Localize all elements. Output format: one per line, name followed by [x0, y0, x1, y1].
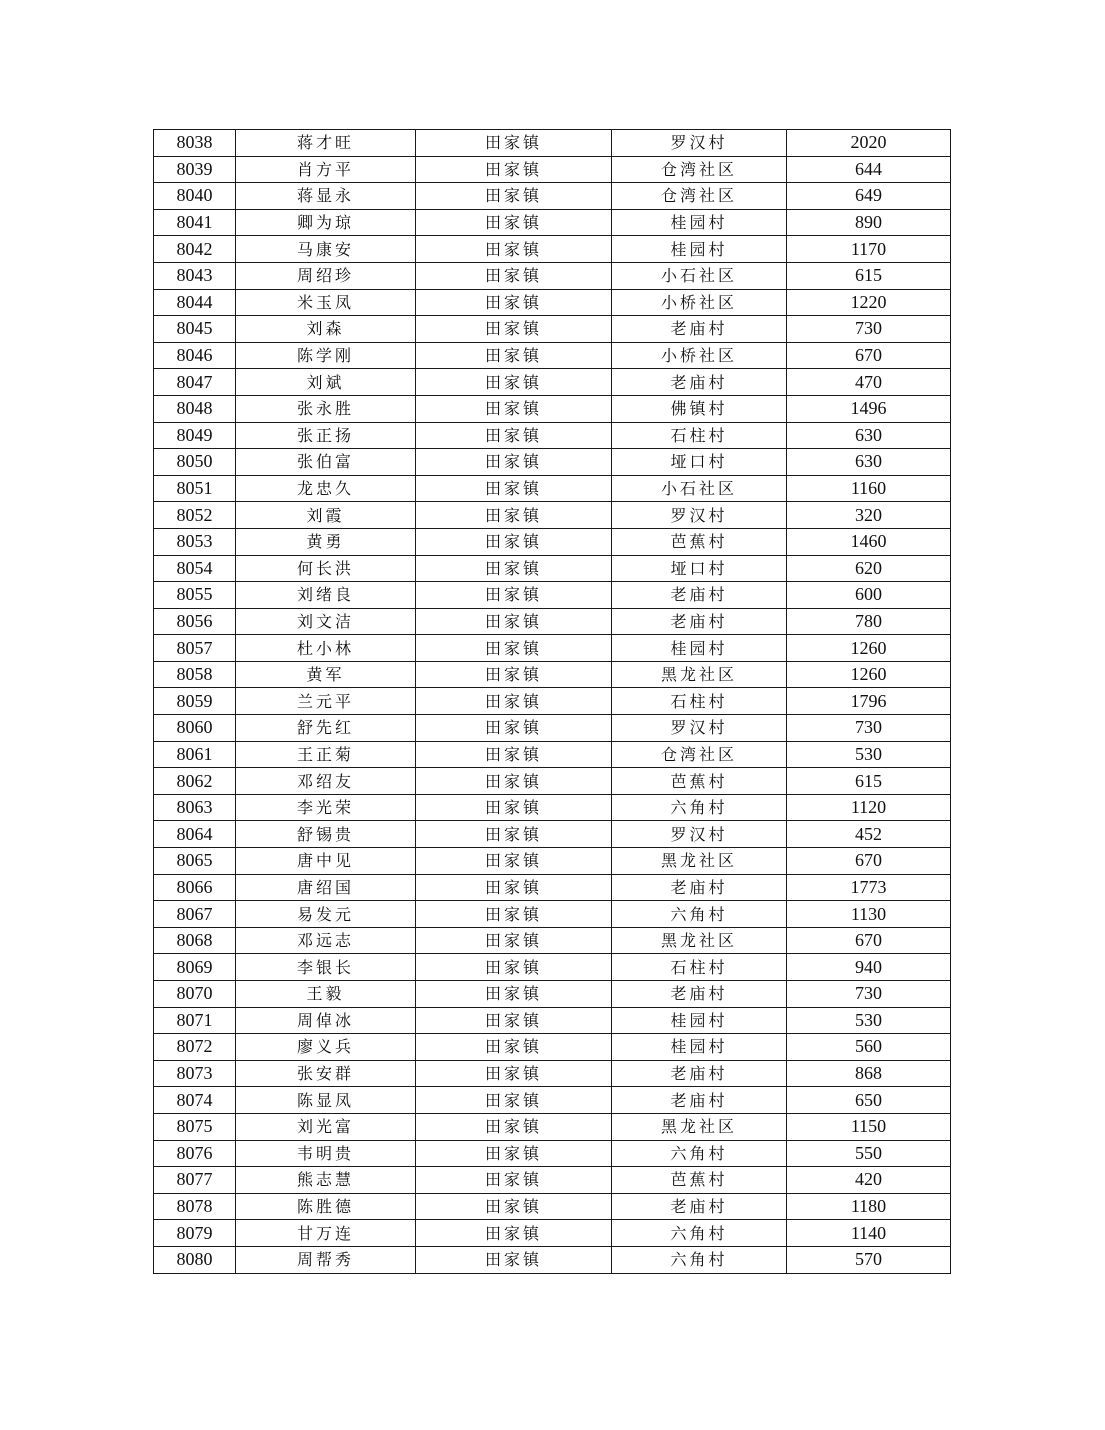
cell-village: 小石社区 — [612, 475, 787, 502]
table-row — [154, 449, 951, 476]
cell-amount: 615 — [787, 768, 951, 795]
cell-serial-number: 8044 — [154, 289, 236, 316]
cell-village: 仓湾社区 — [612, 741, 787, 768]
table-row — [154, 661, 951, 688]
cell-town: 田家镇 — [416, 369, 612, 396]
cell-amount: 630 — [787, 422, 951, 449]
cell-amount: 890 — [787, 209, 951, 236]
cell-town: 田家镇 — [416, 156, 612, 183]
cell-amount: 730 — [787, 316, 951, 343]
cell-town: 田家镇 — [416, 848, 612, 875]
cell-amount: 1220 — [787, 289, 951, 316]
cell-town: 田家镇 — [416, 741, 612, 768]
cell-town: 田家镇 — [416, 981, 612, 1008]
cell-town: 田家镇 — [416, 874, 612, 901]
cell-town: 田家镇 — [416, 901, 612, 928]
cell-person-name: 周绍珍 — [236, 262, 416, 289]
cell-town: 田家镇 — [416, 954, 612, 981]
cell-person-name: 甘万连 — [236, 1220, 416, 1247]
cell-serial-number: 8045 — [154, 316, 236, 343]
cell-town: 田家镇 — [416, 449, 612, 476]
cell-person-name: 卿为琼 — [236, 209, 416, 236]
cell-amount: 670 — [787, 848, 951, 875]
cell-serial-number: 8042 — [154, 236, 236, 263]
cell-town: 田家镇 — [416, 209, 612, 236]
roster-table-body — [154, 130, 951, 1274]
cell-amount: 730 — [787, 715, 951, 742]
table-row — [154, 342, 951, 369]
cell-serial-number: 8051 — [154, 475, 236, 502]
cell-serial-number: 8057 — [154, 635, 236, 662]
table-row — [154, 1220, 951, 1247]
cell-person-name: 邓远志 — [236, 927, 416, 954]
cell-person-name: 舒先红 — [236, 715, 416, 742]
cell-town: 田家镇 — [416, 608, 612, 635]
table-row — [154, 981, 951, 1008]
cell-village: 老庙村 — [612, 981, 787, 1008]
cell-amount: 1140 — [787, 1220, 951, 1247]
cell-serial-number: 8059 — [154, 688, 236, 715]
cell-town: 田家镇 — [416, 1246, 612, 1273]
cell-town: 田家镇 — [416, 502, 612, 529]
table-row — [154, 1060, 951, 1087]
cell-person-name: 唐中见 — [236, 848, 416, 875]
cell-amount: 1773 — [787, 874, 951, 901]
table-row — [154, 768, 951, 795]
roster-table — [153, 129, 951, 1274]
cell-person-name: 张永胜 — [236, 395, 416, 422]
cell-village: 罗汉村 — [612, 715, 787, 742]
cell-village: 石柱村 — [612, 688, 787, 715]
cell-village: 黑龙社区 — [612, 848, 787, 875]
cell-amount: 1180 — [787, 1193, 951, 1220]
cell-person-name: 何长洪 — [236, 555, 416, 582]
table-row — [154, 954, 951, 981]
cell-village: 老庙村 — [612, 316, 787, 343]
cell-serial-number: 8054 — [154, 555, 236, 582]
table-row — [154, 741, 951, 768]
table-row — [154, 555, 951, 582]
cell-person-name: 王毅 — [236, 981, 416, 1008]
cell-town: 田家镇 — [416, 1034, 612, 1061]
cell-person-name: 李银长 — [236, 954, 416, 981]
cell-serial-number: 8047 — [154, 369, 236, 396]
cell-amount: 670 — [787, 342, 951, 369]
cell-amount: 1170 — [787, 236, 951, 263]
cell-town: 田家镇 — [416, 715, 612, 742]
cell-serial-number: 8050 — [154, 449, 236, 476]
cell-village: 小桥社区 — [612, 342, 787, 369]
cell-town: 田家镇 — [416, 821, 612, 848]
cell-serial-number: 8078 — [154, 1193, 236, 1220]
cell-amount: 530 — [787, 1007, 951, 1034]
cell-serial-number: 8070 — [154, 981, 236, 1008]
cell-town: 田家镇 — [416, 422, 612, 449]
table-row — [154, 183, 951, 210]
cell-person-name: 刘绪良 — [236, 582, 416, 609]
cell-person-name: 陈胜德 — [236, 1193, 416, 1220]
table-row — [154, 262, 951, 289]
cell-amount: 1496 — [787, 395, 951, 422]
cell-village: 六角村 — [612, 1246, 787, 1273]
table-row — [154, 608, 951, 635]
cell-village: 六角村 — [612, 1140, 787, 1167]
cell-town: 田家镇 — [416, 342, 612, 369]
cell-village: 黑龙社区 — [612, 661, 787, 688]
cell-village: 罗汉村 — [612, 130, 787, 157]
cell-person-name: 刘霞 — [236, 502, 416, 529]
cell-serial-number: 8079 — [154, 1220, 236, 1247]
cell-person-name: 黄军 — [236, 661, 416, 688]
cell-serial-number: 8067 — [154, 901, 236, 928]
cell-village: 老庙村 — [612, 608, 787, 635]
table-row — [154, 316, 951, 343]
cell-amount: 1130 — [787, 901, 951, 928]
cell-person-name: 周倬冰 — [236, 1007, 416, 1034]
table-row — [154, 635, 951, 662]
cell-serial-number: 8060 — [154, 715, 236, 742]
cell-serial-number: 8058 — [154, 661, 236, 688]
table-row — [154, 821, 951, 848]
cell-serial-number: 8068 — [154, 927, 236, 954]
cell-serial-number: 8040 — [154, 183, 236, 210]
cell-amount: 1460 — [787, 528, 951, 555]
cell-person-name: 米玉凤 — [236, 289, 416, 316]
cell-person-name: 陈学刚 — [236, 342, 416, 369]
cell-person-name: 廖义兵 — [236, 1034, 416, 1061]
cell-village: 黑龙社区 — [612, 927, 787, 954]
cell-amount: 1796 — [787, 688, 951, 715]
cell-person-name: 舒锡贵 — [236, 821, 416, 848]
cell-town: 田家镇 — [416, 688, 612, 715]
table-row — [154, 236, 951, 263]
cell-village: 桂园村 — [612, 1007, 787, 1034]
cell-village: 芭蕉村 — [612, 528, 787, 555]
table-row — [154, 927, 951, 954]
cell-village: 小石社区 — [612, 262, 787, 289]
table-row — [154, 1167, 951, 1194]
cell-village: 桂园村 — [612, 1034, 787, 1061]
cell-town: 田家镇 — [416, 316, 612, 343]
cell-amount: 644 — [787, 156, 951, 183]
cell-amount: 560 — [787, 1034, 951, 1061]
table-row — [154, 1246, 951, 1273]
cell-town: 田家镇 — [416, 262, 612, 289]
cell-serial-number: 8075 — [154, 1113, 236, 1140]
table-row — [154, 1140, 951, 1167]
cell-person-name: 陈显凤 — [236, 1087, 416, 1114]
cell-person-name: 杜小林 — [236, 635, 416, 662]
cell-village: 垭口村 — [612, 449, 787, 476]
cell-village: 罗汉村 — [612, 502, 787, 529]
cell-town: 田家镇 — [416, 1167, 612, 1194]
cell-village: 桂园村 — [612, 209, 787, 236]
cell-amount: 620 — [787, 555, 951, 582]
table-row — [154, 369, 951, 396]
cell-town: 田家镇 — [416, 1007, 612, 1034]
cell-village: 仓湾社区 — [612, 183, 787, 210]
cell-person-name: 龙忠久 — [236, 475, 416, 502]
cell-serial-number: 8061 — [154, 741, 236, 768]
cell-town: 田家镇 — [416, 555, 612, 582]
cell-serial-number: 8043 — [154, 262, 236, 289]
cell-village: 垭口村 — [612, 555, 787, 582]
cell-serial-number: 8053 — [154, 528, 236, 555]
cell-serial-number: 8038 — [154, 130, 236, 157]
cell-amount: 570 — [787, 1246, 951, 1273]
table-row — [154, 395, 951, 422]
cell-serial-number: 8069 — [154, 954, 236, 981]
table-row — [154, 1193, 951, 1220]
cell-serial-number: 8076 — [154, 1140, 236, 1167]
cell-town: 田家镇 — [416, 927, 612, 954]
table-row — [154, 475, 951, 502]
cell-village: 老庙村 — [612, 582, 787, 609]
cell-serial-number: 8066 — [154, 874, 236, 901]
cell-person-name: 熊志慧 — [236, 1167, 416, 1194]
table-row — [154, 1007, 951, 1034]
table-row — [154, 1113, 951, 1140]
cell-amount: 550 — [787, 1140, 951, 1167]
cell-amount: 2020 — [787, 130, 951, 157]
cell-amount: 600 — [787, 582, 951, 609]
cell-town: 田家镇 — [416, 289, 612, 316]
cell-person-name: 韦明贵 — [236, 1140, 416, 1167]
cell-amount: 615 — [787, 262, 951, 289]
table-row — [154, 209, 951, 236]
cell-person-name: 唐绍国 — [236, 874, 416, 901]
cell-person-name: 周帮秀 — [236, 1246, 416, 1273]
cell-village: 老庙村 — [612, 369, 787, 396]
cell-person-name: 王正菊 — [236, 741, 416, 768]
cell-town: 田家镇 — [416, 528, 612, 555]
cell-serial-number: 8077 — [154, 1167, 236, 1194]
cell-amount: 1160 — [787, 475, 951, 502]
cell-amount: 452 — [787, 821, 951, 848]
cell-serial-number: 8046 — [154, 342, 236, 369]
cell-village: 石柱村 — [612, 954, 787, 981]
cell-town: 田家镇 — [416, 582, 612, 609]
cell-town: 田家镇 — [416, 475, 612, 502]
cell-person-name: 张正扬 — [236, 422, 416, 449]
table-row — [154, 1087, 951, 1114]
cell-amount: 320 — [787, 502, 951, 529]
cell-serial-number: 8063 — [154, 794, 236, 821]
cell-serial-number: 8080 — [154, 1246, 236, 1273]
table-row — [154, 422, 951, 449]
table-row — [154, 528, 951, 555]
cell-person-name: 易发元 — [236, 901, 416, 928]
cell-village: 老庙村 — [612, 1193, 787, 1220]
cell-village: 罗汉村 — [612, 821, 787, 848]
cell-town: 田家镇 — [416, 661, 612, 688]
document-table-wrapper — [153, 129, 951, 1274]
cell-town: 田家镇 — [416, 1140, 612, 1167]
cell-serial-number: 8073 — [154, 1060, 236, 1087]
cell-village: 佛镇村 — [612, 395, 787, 422]
cell-village: 黑龙社区 — [612, 1113, 787, 1140]
cell-person-name: 张伯富 — [236, 449, 416, 476]
cell-village: 芭蕉村 — [612, 768, 787, 795]
cell-village: 老庙村 — [612, 1060, 787, 1087]
cell-amount: 868 — [787, 1060, 951, 1087]
cell-amount: 1260 — [787, 635, 951, 662]
cell-town: 田家镇 — [416, 183, 612, 210]
cell-village: 石柱村 — [612, 422, 787, 449]
cell-person-name: 李光荣 — [236, 794, 416, 821]
cell-village: 小桥社区 — [612, 289, 787, 316]
cell-village: 芭蕉村 — [612, 1167, 787, 1194]
cell-town: 田家镇 — [416, 1193, 612, 1220]
cell-person-name: 刘文洁 — [236, 608, 416, 635]
cell-village: 老庙村 — [612, 1087, 787, 1114]
cell-serial-number: 8048 — [154, 395, 236, 422]
cell-person-name: 张安群 — [236, 1060, 416, 1087]
cell-town: 田家镇 — [416, 1087, 612, 1114]
table-row — [154, 582, 951, 609]
cell-village: 老庙村 — [612, 874, 787, 901]
cell-serial-number: 8049 — [154, 422, 236, 449]
cell-serial-number: 8065 — [154, 848, 236, 875]
cell-person-name: 刘森 — [236, 316, 416, 343]
table-row — [154, 1034, 951, 1061]
cell-amount: 630 — [787, 449, 951, 476]
cell-amount: 1260 — [787, 661, 951, 688]
table-row — [154, 901, 951, 928]
cell-serial-number: 8052 — [154, 502, 236, 529]
table-row — [154, 688, 951, 715]
cell-person-name: 刘光富 — [236, 1113, 416, 1140]
cell-serial-number: 8071 — [154, 1007, 236, 1034]
cell-town: 田家镇 — [416, 1220, 612, 1247]
table-row — [154, 715, 951, 742]
cell-town: 田家镇 — [416, 130, 612, 157]
cell-village: 桂园村 — [612, 635, 787, 662]
cell-town: 田家镇 — [416, 768, 612, 795]
cell-amount: 1150 — [787, 1113, 951, 1140]
cell-town: 田家镇 — [416, 794, 612, 821]
cell-village: 六角村 — [612, 1220, 787, 1247]
table-row — [154, 874, 951, 901]
cell-village: 六角村 — [612, 901, 787, 928]
cell-person-name: 兰元平 — [236, 688, 416, 715]
cell-amount: 470 — [787, 369, 951, 396]
cell-person-name: 蒋才旺 — [236, 130, 416, 157]
cell-amount: 730 — [787, 981, 951, 1008]
cell-amount: 940 — [787, 954, 951, 981]
cell-serial-number: 8072 — [154, 1034, 236, 1061]
cell-town: 田家镇 — [416, 236, 612, 263]
cell-amount: 649 — [787, 183, 951, 210]
cell-serial-number: 8055 — [154, 582, 236, 609]
cell-town: 田家镇 — [416, 635, 612, 662]
cell-amount: 780 — [787, 608, 951, 635]
cell-amount: 650 — [787, 1087, 951, 1114]
cell-amount: 1120 — [787, 794, 951, 821]
cell-person-name: 邓绍友 — [236, 768, 416, 795]
cell-serial-number: 8062 — [154, 768, 236, 795]
cell-serial-number: 8064 — [154, 821, 236, 848]
table-row — [154, 289, 951, 316]
cell-serial-number: 8039 — [154, 156, 236, 183]
cell-town: 田家镇 — [416, 395, 612, 422]
cell-amount: 670 — [787, 927, 951, 954]
cell-village: 六角村 — [612, 794, 787, 821]
table-row — [154, 502, 951, 529]
cell-amount: 420 — [787, 1167, 951, 1194]
table-row — [154, 130, 951, 157]
cell-amount: 530 — [787, 741, 951, 768]
cell-town: 田家镇 — [416, 1060, 612, 1087]
cell-town: 田家镇 — [416, 1113, 612, 1140]
cell-village: 桂园村 — [612, 236, 787, 263]
cell-person-name: 肖方平 — [236, 156, 416, 183]
table-row — [154, 794, 951, 821]
cell-person-name: 蒋显永 — [236, 183, 416, 210]
cell-village: 仓湾社区 — [612, 156, 787, 183]
cell-serial-number: 8074 — [154, 1087, 236, 1114]
table-row — [154, 156, 951, 183]
cell-person-name: 刘斌 — [236, 369, 416, 396]
cell-serial-number: 8056 — [154, 608, 236, 635]
cell-person-name: 马康安 — [236, 236, 416, 263]
cell-person-name: 黄勇 — [236, 528, 416, 555]
cell-serial-number: 8041 — [154, 209, 236, 236]
table-row — [154, 848, 951, 875]
